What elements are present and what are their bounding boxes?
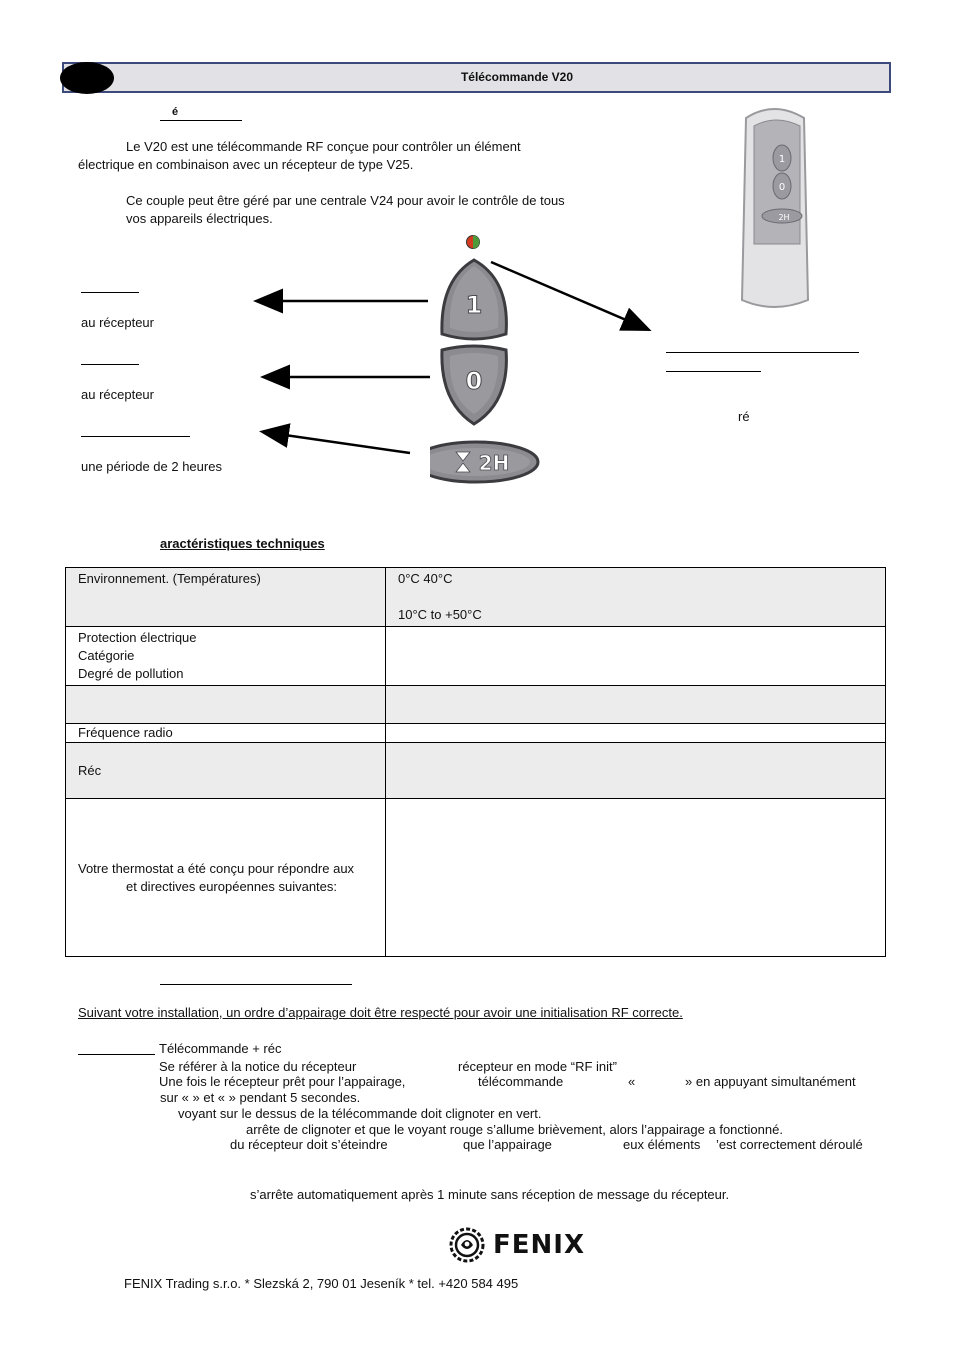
arrow-button-2h [264, 432, 410, 453]
table-cell: Votre thermostat a été conçu pour répondre aux et directives européennes suivantes: [66, 799, 386, 957]
specs-table [65, 567, 886, 957]
table-cell [386, 799, 886, 957]
step-line2a: Une fois le récepteur prêt pour l’appairage, [159, 1074, 406, 1089]
intro-p2-line2: vos appareils électriques. [126, 211, 273, 226]
step-line6c: eux éléments [623, 1137, 701, 1152]
step-line2b: télécommande [478, 1074, 564, 1089]
page-title: Télécommande V20 [460, 70, 574, 84]
table-row [66, 743, 886, 799]
table-cell: Fréquence radio [66, 724, 386, 743]
step-line6d: ’est correctement déroulé [716, 1137, 863, 1152]
intro-heading: é [172, 106, 179, 118]
intro-p1-line1: Le V20 est une télécommande RF conçue pour contrôler un élément [126, 139, 521, 154]
table-cell: Environnement. (Températures) [66, 568, 386, 627]
step-line2d: » en appuyant simultanément [685, 1074, 856, 1089]
table-cell [386, 724, 886, 743]
intro-p2-line1: Ce couple peut être géré par une centrale V24 pour avoir le contrôle de tous [126, 193, 565, 208]
table-cell [66, 686, 386, 724]
table-cell [386, 686, 886, 724]
step-line5: arrête de clignoter et que le voyant rouge s’allume brièvement, alors l’appairage a fonctionné. [246, 1122, 783, 1137]
led-label-rule-2 [666, 371, 761, 372]
table-cell: 0°C 40°C 10°C to +50°C [386, 568, 886, 627]
auto-stop-note: s’arrête automatiquement après 1 minute sans réception de message du récepteur. [250, 1187, 730, 1202]
table-row [66, 568, 886, 627]
step-line4: voyant sur le dessus de la télécommande doit clignoter en vert. [178, 1106, 542, 1121]
step-line3: sur « » et « » pendant 5 secondes. [160, 1090, 361, 1105]
label0-title-rule [81, 364, 139, 365]
step-line1b: récepteur en mode “RF init” [458, 1059, 617, 1074]
table-row [66, 627, 886, 686]
remote-mini-btn2h-label: 2H [778, 213, 790, 222]
pairing-intro: Suivant votre installation, un ordre d’appairage doit être respecté pour avoir une initialisation RF correcte. [78, 1005, 683, 1020]
button-2h-description: une période de 2 heures [81, 459, 222, 474]
table-row [66, 724, 886, 743]
label2h-title-rule [81, 436, 190, 437]
pairing-heading-rule [160, 984, 352, 985]
step-line2c: « [628, 1074, 636, 1089]
led-description: ré [738, 409, 750, 424]
table-cell: Protection électrique Catégorie Degré de pollution [66, 627, 386, 686]
led-label-rule-1 [666, 352, 859, 353]
fenix-logo [447, 1226, 585, 1264]
button-1-description: au récepteur [81, 315, 154, 330]
fenix-emblem-icon [447, 1225, 487, 1265]
remote-mini-btn0-label: 0 [778, 182, 786, 193]
table-cell: Réc [66, 743, 386, 799]
table-cell [386, 743, 886, 799]
button-0-label: 0 [465, 367, 483, 395]
step-line6a: du récepteur doit s’éteindre [230, 1137, 388, 1152]
remote-mini-btn1-label: 1 [778, 154, 786, 165]
step-title: Télécommande + réc [159, 1041, 282, 1056]
table-row [66, 799, 886, 957]
specs-heading: aractéristiques techniques [160, 536, 325, 551]
button-2h-label: 2H [478, 451, 510, 475]
footer-address: FENIX Trading s.r.o. * Slezská 2, 790 01 Jeseník * tel. +420 584 495 [124, 1276, 519, 1291]
table-cell [386, 627, 886, 686]
step-line6b: que l’appairage [463, 1137, 552, 1152]
button-0-description: au récepteur [81, 387, 154, 402]
label1-title-rule [81, 292, 139, 293]
fenix-wordmark: FENIX [493, 1230, 586, 1260]
callout-arrows [0, 0, 954, 560]
step-label-rule [78, 1054, 155, 1055]
intro-p1-line2: électrique en combinaison avec un récepteur de type V25. [78, 157, 414, 172]
step-line1a: Se référer à la notice du récepteur [159, 1059, 357, 1074]
table-row [66, 686, 886, 724]
arrow-led [491, 262, 647, 329]
button-1-label: 1 [465, 291, 483, 319]
